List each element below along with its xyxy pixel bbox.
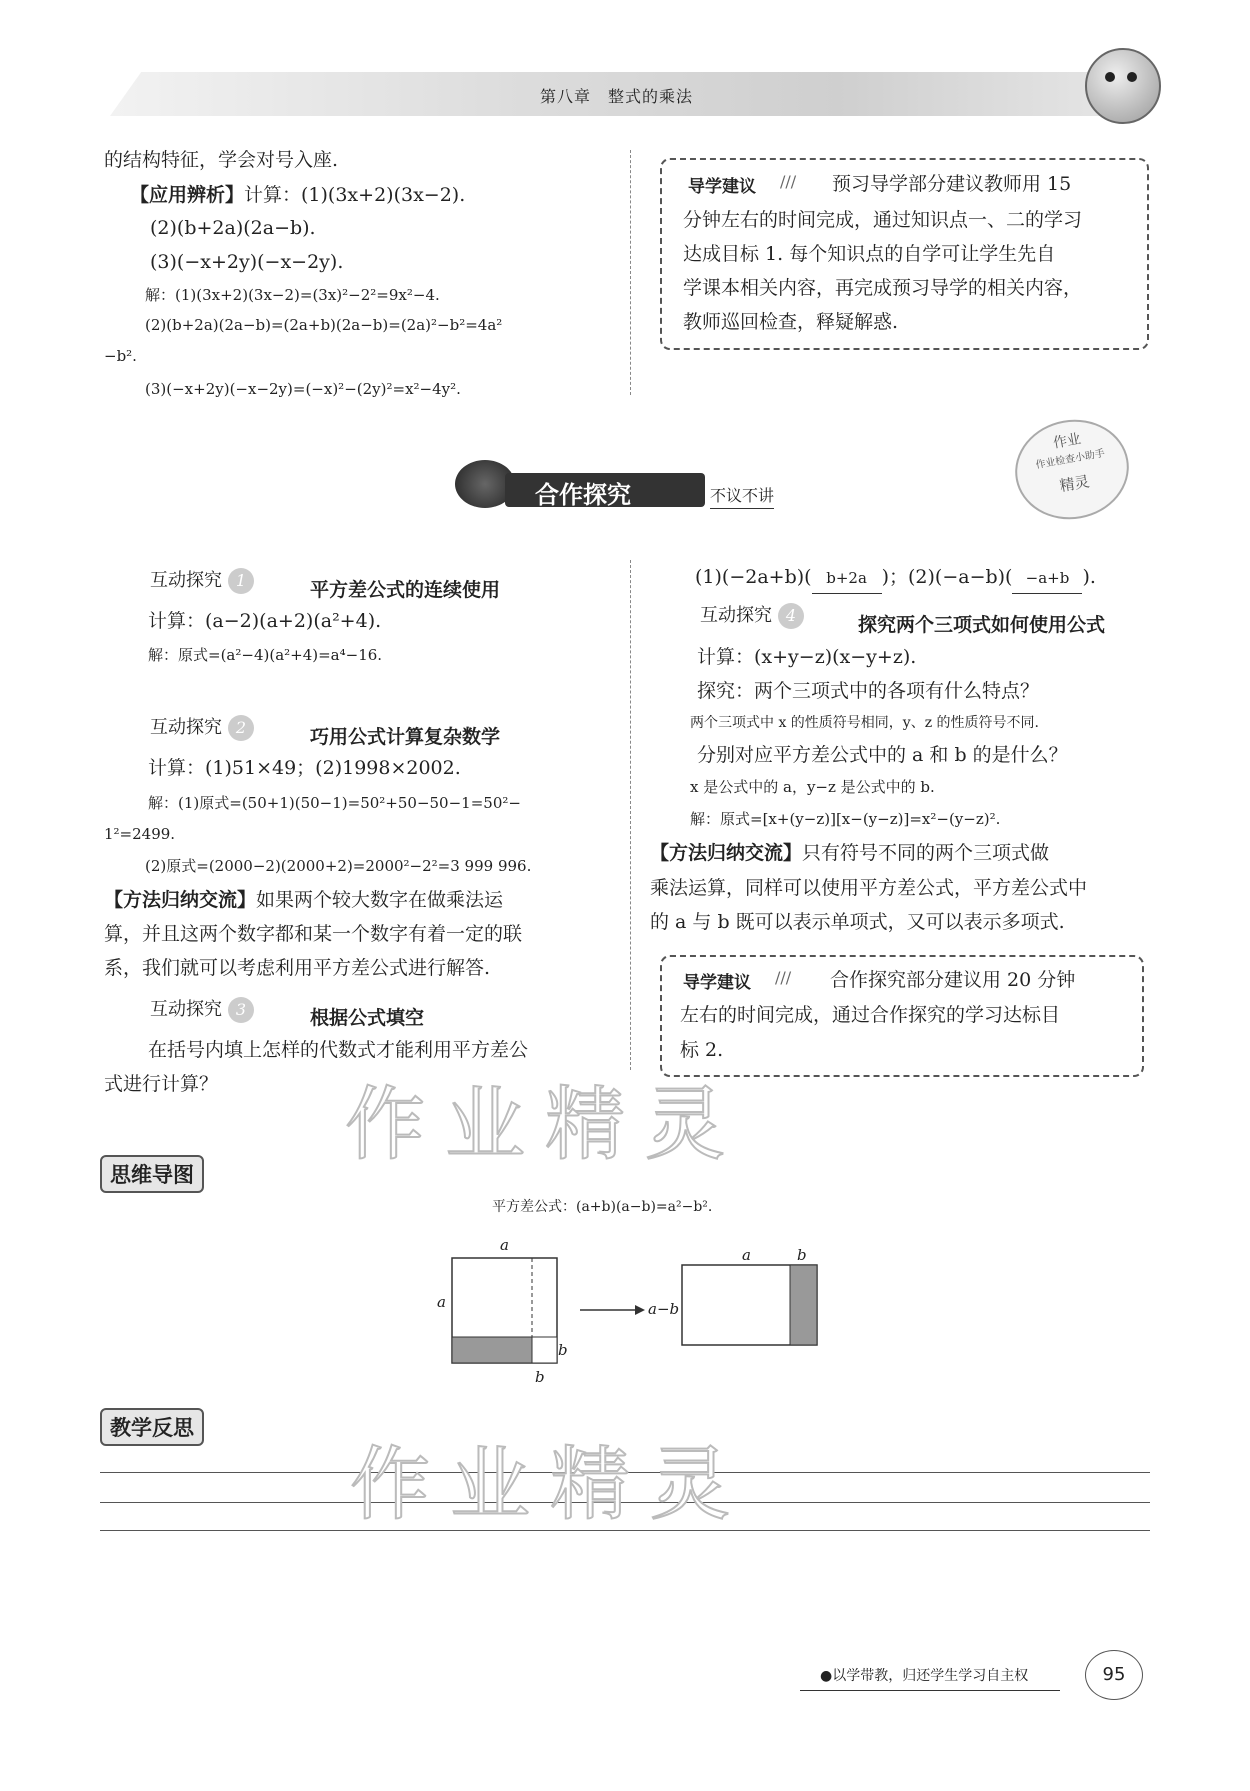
explore-solution-2b: 1²=2499. — [104, 825, 176, 843]
app-q3: (3)(−x+2y)(−x−2y). — [150, 251, 344, 273]
watermark-text: 作业精灵 — [345, 1078, 745, 1171]
column-divider — [630, 150, 631, 395]
homework-stamp — [1007, 411, 1136, 528]
chapter-title: 第八章 整式的乘法 — [540, 87, 694, 106]
label-a-top: a — [500, 1236, 509, 1254]
arrow-head-icon — [635, 1305, 645, 1315]
page-number: 95 — [1085, 1650, 1143, 1700]
guide-tip-label: 导学建议 — [688, 177, 756, 197]
tip-line: 标 2. — [680, 1039, 724, 1061]
mascot-icon — [1085, 48, 1161, 124]
rect-shaded — [790, 1265, 817, 1345]
label-a-right: a — [742, 1246, 751, 1264]
strip-shaded — [452, 1337, 532, 1363]
method-line: 如果两个较大数字在做乘法运 — [256, 889, 504, 911]
explore-badge-3: 互动探究 3 — [150, 995, 254, 1023]
explore-ask-1: 探究：两个三项式中的各项有什么特点？ — [697, 680, 1040, 702]
guide-tip-label: 导学建议 — [683, 973, 751, 993]
explore-title-1: 平方差公式的连续使用 — [310, 579, 501, 601]
mindmap-diagram — [420, 1230, 840, 1390]
explore-text: 在括号内填上怎样的代数式才能利用平方差公 — [148, 1039, 529, 1061]
footer-line — [800, 1690, 1060, 1691]
slash-icon: /// — [780, 172, 797, 191]
label-b-top: b — [797, 1246, 807, 1264]
number-3-icon: 3 — [228, 997, 254, 1023]
watermark-text: 作业精灵 — [350, 1438, 750, 1531]
fill-answer-2: −a+b — [1012, 563, 1082, 594]
reflection-tag: 教学反思 — [100, 1408, 204, 1446]
explore-title-2: 巧用公式计算复杂数学 — [310, 726, 501, 748]
mindmap-tag: 思维导图 — [100, 1155, 204, 1193]
app-label: 【应用辨析】 — [130, 184, 245, 206]
explore-title-3: 根据公式填空 — [310, 1007, 425, 1029]
method-line: 的 a 与 b 既可以表示单项式，又可以表示多项式. — [650, 911, 1065, 933]
tip-line: 左右的时间完成，通过合作探究的学习达标目 — [680, 1004, 1061, 1026]
label-b-bottom: b — [535, 1368, 545, 1386]
app-q2: (2)(b+2a)(2a−b). — [150, 217, 316, 239]
stamp-top: 作业 — [1051, 431, 1083, 452]
text-line: 的结构特征，学会对号入座. — [104, 149, 339, 171]
solution-2b: −b². — [104, 347, 137, 365]
explore-badge-4: 互动探究 4 — [700, 601, 804, 629]
number-4-icon: 4 — [778, 603, 804, 629]
explore-answer-2: x 是公式中的 a，y−z 是公式中的 b. — [690, 778, 935, 796]
tip-line: 教师巡回检查，释疑解惑. — [683, 311, 899, 333]
method-line: 只有符号不同的两个三项式做 — [802, 842, 1050, 864]
explore-solution-2c: (2)原式=(2000−2)(2000+2)=2000²−2²=3 999 996. — [145, 857, 532, 875]
explore-title-4: 探究两个三项式如何使用公式 — [858, 614, 1106, 636]
stamp-bottom: 精灵 — [1058, 472, 1091, 496]
fill-blank-line: (1)(−2a+b)( b+2a )；(2)(−a−b)( −a+b ). — [695, 562, 1096, 594]
explore-solution-1: 解：原式=(a²−4)(a²+4)=a⁴−16. — [148, 646, 383, 664]
banner-title: 合作探究 — [535, 481, 631, 509]
column-divider — [630, 560, 631, 1070]
explore-solution-2a: 解：(1)原式=(50+1)(50−1)=50²+50−50−1=50²− — [148, 794, 521, 812]
explore-question-4: 计算：(x+y−z)(x−y+z). — [697, 646, 917, 668]
explore-badge-1: 互动探究 1 — [150, 566, 254, 594]
explore-question-2: 计算：(1)51×49；(2)1998×2002. — [148, 757, 461, 779]
explore-question-1: 计算：(a−2)(a+2)(a²+4). — [148, 610, 382, 632]
method-label-2: 【方法归纳交流】 — [650, 842, 803, 864]
label-a-minus-b: a−b — [648, 1300, 680, 1318]
explore-ask-2: 分别对应平方差公式中的 a 和 b 的是什么？ — [697, 744, 1068, 766]
solution-2a: (2)(b+2a)(2a−b)=(2a+b)(2a−b)=(2a)²−b²=4a² — [145, 316, 503, 334]
tip-line: 预习导学部分建议教师用 15 — [832, 173, 1072, 195]
label-a-left: a — [437, 1293, 446, 1311]
method-label-1: 【方法归纳交流】 — [104, 889, 257, 911]
tip-line: 达成目标 1. 每个知识点的自学可让学生先自 — [683, 243, 1056, 265]
mindmap-formula: 平方差公式：(a+b)(a−b)=a²−b². — [492, 1199, 713, 1215]
method-line: 系，我们就可以考虑利用平方差公式进行解答. — [104, 957, 491, 979]
tip-line: 学课本相关内容，再完成预习导学的相关内容， — [683, 277, 1083, 299]
method-line: 乘法运算，同样可以使用平方差公式，平方差公式中 — [650, 877, 1088, 899]
explore-answer-1: 两个三项式中 x 的性质符号相同，y、z 的性质符号不同. — [690, 715, 1039, 731]
section-banner — [455, 455, 805, 515]
tip-line: 分钟左右的时间完成，通过知识点一、二的学习 — [683, 209, 1083, 231]
number-2-icon: 2 — [228, 715, 254, 741]
explore-solution-4: 解：原式=[x+(y−z)][x−(y−z)]=x²−(y−z)². — [690, 810, 1001, 828]
fill-answer-1: b+2a — [812, 563, 882, 594]
explore-badge-2: 互动探究 2 — [150, 713, 254, 741]
explore-text: 式进行计算？ — [104, 1073, 219, 1095]
solution-3: (3)(−x+2y)(−x−2y)=(−x)²−(2y)²=x²−4y². — [145, 380, 461, 398]
solution-1: 解：(1)(3x+2)(3x−2)=(3x)²−2²=9x²−4. — [145, 286, 440, 304]
number-1-icon: 1 — [228, 568, 254, 594]
slash-icon: /// — [775, 968, 792, 987]
banner-subtitle: 不议不讲 — [710, 483, 774, 509]
footer-slogan: ●以学带教，归还学生学习自主权 — [820, 1668, 1029, 1684]
label-b-right: b — [558, 1341, 568, 1359]
tip-line: 合作探究部分建议用 20 分钟 — [830, 969, 1076, 991]
small-square-b — [532, 1337, 557, 1363]
method-line: 算，并且这两个数字都和某一个数字有着一定的联 — [104, 923, 523, 945]
stamp-middle: 作业检查小助手 — [1034, 448, 1106, 472]
app-q1: 计算：(1)(3x+2)(3x−2). — [244, 184, 466, 206]
